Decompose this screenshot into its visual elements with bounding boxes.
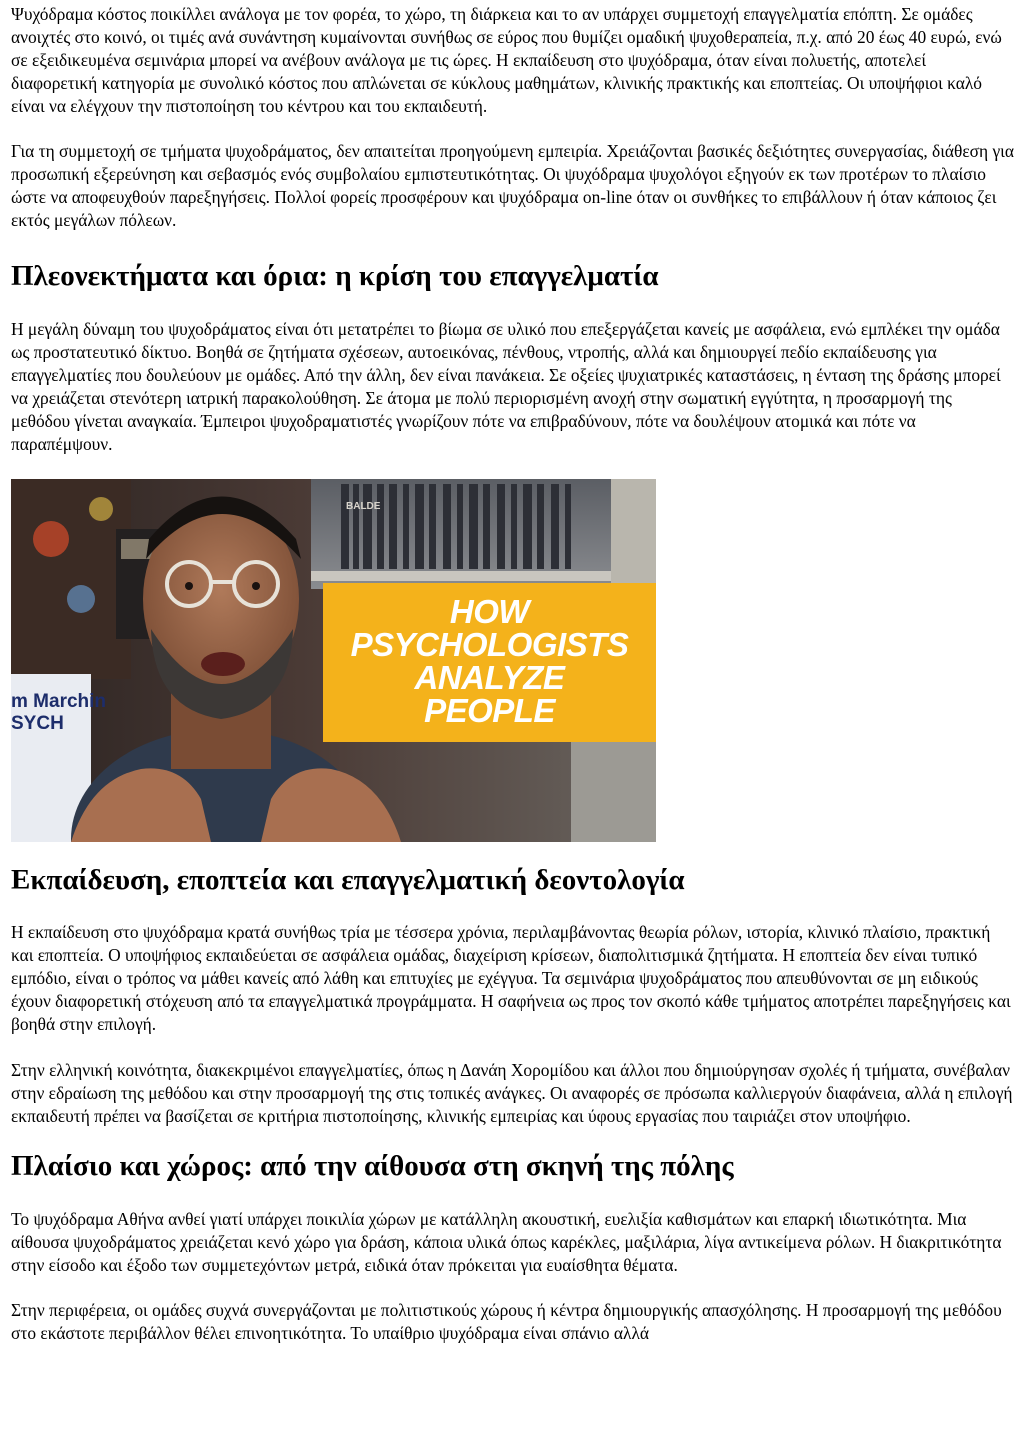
heading-advantages-limits: Πλεονεκτήματα και όρια: η κρίση του επαγγελματία <box>11 260 659 292</box>
paragraph-cost: Ψυχόδραμα κόστος ποικίλλει ανάλογα με τον φορέα, το χώρο, τη διάρκεια και το αν υπάρχει συμμετοχή επαγγελματία επόπτη. Σε ομάδες ανοιχτές στο κοινό, οι τιμές ανά συνάντηση κυμαίνονται συνήθως σε εύρος που θυμίζει ομαδική ψυχοθεραπεία, π.χ. από 20 έως 40 ευρώ, ενώ σε εξειδικευμένα σεμινάρια μπορεί να ανέβουν ανάλογα με τις ώρες. Η εκπαίδευση στο ψυχόδραμα, όταν είναι πολυετής, αποτελεί διαφορετική κατηγορία με συνολικό κόστος που απλώνεται σε κύκλους μαθημάτων, κλινικής πρακτικής και εποπτείας. Οι υποψήφιοι καλό είναι να ελέγχουν την πιστοποίηση του κέντρου και του εκπαιδευτή. <box>11 4 1002 116</box>
background-sign <box>11 691 106 735</box>
paragraph-community: Στην ελληνική κοινότητα, διακεκριμένοι επαγγελματίες, όπως η Δανάη Χορομίδου και άλλοι που δημιούργησαν σχολές ή τμήματα, συνέβαλαν στην εδραίωση της μεθόδου και στην προσαρμογή της στις τοπικές ανάγκες. Οι αναφορές σε πρόσωπα καλλιεργούν διαφάνεια, αλλά η επιλογή εκπαιδευτή πρέπει να βασίζεται σε κριτήρια πιστοποίησης, κλινικής εμπειρίας και ύφους εργασίας που ταιριάζει στον υποψήφιο. <box>11 1060 1013 1126</box>
title-line: PSYCHOLOGISTS <box>350 626 629 663</box>
heading-training-ethics: Εκπαίδευση, εποπτεία και επαγγελματική δεοντολογία <box>11 864 685 896</box>
shelf-label: BALDE <box>346 501 381 512</box>
sign-line: SYCH <box>11 713 64 734</box>
thumbnail-title <box>323 595 656 727</box>
paragraph-training: Η εκπαίδευση στο ψυχόδραμα κρατά συνήθως τρία με τέσσερα χρόνια, περιλαμβάνοντας θεωρία ρόλων, ιστορία, κλινικό πλαίσιο, πρακτική και εποπτεία. Ο υποψήφιος εκπαιδεύεται σε ασφάλεια ομάδας, διαχείριση κρίσεων, διαπολιτισμικά ζητήματα. Η εποπτεία δεν είναι τυπικό εμπόδιο, είναι ο τρόπος να μάθει κανείς από λάθη και επιτυχίες με εχέγγυα. Τα σεμινάρια ψυχοδράματος που απευθύνονται σε μη ειδικούς έχουν διαφορετική στόχευση από τα επαγγελματικά προγράμματα. Η σαφήνεια ως προς τον σκοπό κάθε τμήματος αποτρέπει παρεξηγήσεις και βοηθά στην επιλογή. <box>11 922 1011 1034</box>
paragraph-participation: Για τη συμμετοχή σε τμήματα ψυχοδράματος, δεν απαιτείται προηγούμενη εμπειρία. Χρειάζονται βασικές δεξιότητες συνεργασίας, διάθεση για προσωπική εξερεύνηση και σεβασμός ενός συμβολαίου εμπιστευτικότητας. Οι ψυχόδραμα ψυχολόγοι εξηγούν εκ των προτέρων το πλαίσιο ώστε να αποφευχθούν παρεξηγήσεις. Πολλοί φορείς προσφέρουν και ψυχόδραμα on-line όταν οι συνθήκες το επιβάλλουν ή όταν κάποιος ζει εκτός μεγάλων πόλεων. <box>11 141 1014 230</box>
paragraph-periphery: Στην περιφέρεια, οι ομάδες συχνά συνεργάζονται με πολιτιστικούς χώρους ή κέντρα δημιουργικής απασχόλησης. Η προσαρμογή της μεθόδου στο εκάστοτε περιβάλλον θέλει επινοητικότητα. Το υπαίθριο ψυχόδραμα είναι σπάνιο αλλά <box>11 1300 1002 1343</box>
video-thumbnail-image <box>11 479 656 842</box>
paragraph-advantages: Η μεγάλη δύναμη του ψυχοδράματος είναι ότι μετατρέπει το βίωμα σε υλικό που επεξεργάζεται κανείς με ασφάλεια, ενώ εμπλέκει την ομάδα ως προστατευτικό δίκτυο. Βοηθά σε ζητήματα σχέσεων, αυτοεικόνας, πένθους, ντροπής, αλλά και δημιουργεί πεδίο εκπαίδευσης για επαγγελματίες που δουλεύουν με ομάδες. Από την άλλη, δεν είναι πανάκεια. Σε οξείες ψυχιατρικές καταστάσεις, η ένταση της δράσης μπορεί να χρειάζεται στενότερη ιατρική παρακολούθηση. Σε άτομα με πολύ περιορισμένη ανοχή στην σωματική εγγύτητα, η προσαρμογή της μεθόδου γίνεται αναγκαία. Έμπειροι ψυχοδραματιστές γνωρίζουν πότε να επιβραδύνουν, πότε να δουλέψουν ατομικά και πότε να παραπέμψουν. <box>11 319 1001 454</box>
paragraph-athens: Το ψυχόδραμα Αθήνα ανθεί γιατί υπάρχει ποικιλία χώρων με κατάλληλη ακουστική, ευελιξία καθισμάτων και επαρκή ιδιωτικότητα. Μια αίθουσα ψυχοδράματος χρειάζεται κενό χώρο για δράση, κάποια υλικά όπως καρέκλες, μαξιλάρια, λίγα αντικείμενα ρόλων. Η διακριτικότητα στην είσοδο και έξοδο των συμμετεχόντων μετρά, ειδικά όταν πρόκειται για ευαίσθητα θέματα. <box>11 1209 1002 1275</box>
title-line: ANALYZE <box>414 659 565 696</box>
sign-line: m Marchin <box>11 691 107 712</box>
title-line: HOW <box>449 593 530 630</box>
title-line: PEOPLE <box>424 692 555 729</box>
heading-setting-space: Πλαίσιο και χώρος: από την αίθουσα στη σκηνή της πόλης <box>11 1150 734 1182</box>
